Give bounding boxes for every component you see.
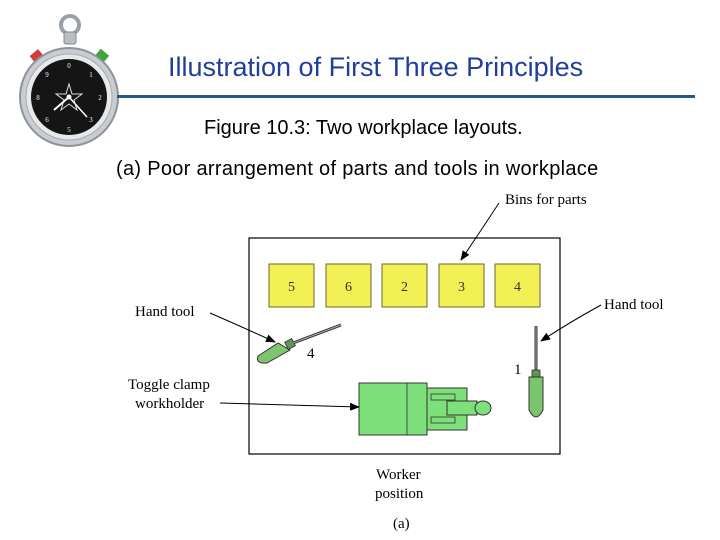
bin bbox=[495, 264, 540, 307]
hand-tool-left-number: 4 bbox=[307, 346, 315, 362]
bin-label: 3 bbox=[458, 280, 465, 295]
bin bbox=[439, 264, 484, 307]
svg-text:1: 1 bbox=[89, 71, 93, 79]
figure-subcaption: (a) Poor arrangement of parts and tools in workplace bbox=[116, 158, 599, 180]
label-worker-line2: position bbox=[375, 486, 424, 502]
bin-label: 6 bbox=[345, 280, 352, 295]
bin bbox=[269, 264, 314, 307]
label-hand-tool-left: Hand tool bbox=[135, 304, 195, 320]
svg-text:9: 9 bbox=[45, 71, 49, 79]
figure-caption: Figure 10.3: Two workplace layouts. bbox=[204, 117, 523, 139]
svg-text:3: 3 bbox=[89, 116, 93, 124]
svg-text:6: 6 bbox=[45, 116, 49, 124]
svg-text:5: 5 bbox=[67, 126, 71, 134]
hand-tool-right-number: 1 bbox=[514, 362, 522, 378]
slide-title: Illustration of First Three Principles bbox=[168, 52, 584, 82]
bin bbox=[326, 264, 371, 307]
panel-label: (a) bbox=[393, 516, 410, 532]
bin-label: 4 bbox=[514, 280, 521, 295]
svg-text:2: 2 bbox=[98, 94, 102, 102]
label-hand-tool-right: Hand tool bbox=[604, 297, 664, 313]
label-toggle-clamp-line1: Toggle clamp bbox=[128, 377, 210, 393]
label-worker-line1: Worker bbox=[376, 467, 421, 483]
bin bbox=[382, 264, 427, 307]
bin-label: 5 bbox=[288, 280, 295, 295]
bin-label: 2 bbox=[401, 280, 408, 295]
svg-text:0: 0 bbox=[67, 62, 71, 70]
label-bins-for-parts: Bins for parts bbox=[505, 192, 587, 208]
svg-text:8: 8 bbox=[36, 94, 40, 102]
label-toggle-clamp-line2: workholder bbox=[135, 396, 205, 412]
